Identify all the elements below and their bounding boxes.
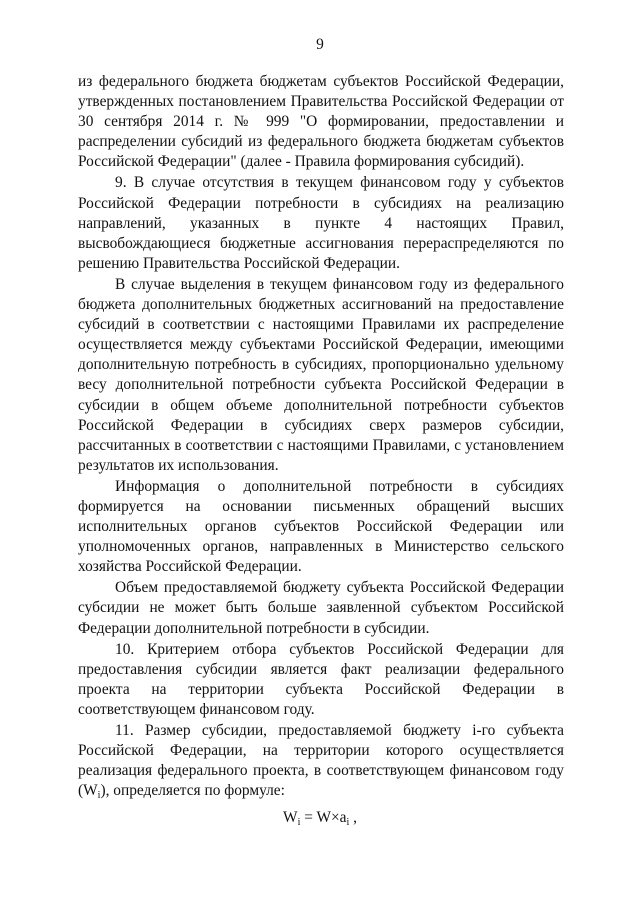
formula-lhs-subscript: i <box>297 817 301 828</box>
paragraph-item-11-text-before: 11. Размер субсидии, предоставляемой бюджету i-го субъекта Российской Федерации, на территории которого осуществляется реализация федерального проекта, в соответствующем финансовом году ( <box>78 722 564 800</box>
formula-middle: = W×a <box>300 809 347 826</box>
paragraph-need-information: Информация о дополнительной потребности в субсидиях формируется на основании письменных обращений высших исполнительных органов субъектов Российской Федерации или уполномоченных органов, направленных в Министерство сельского хозяйства Российской Федерации. <box>78 477 564 576</box>
paragraph-rules-reference: из федерального бюджета бюджетам субъектов Российской Федерации, утвержденных постановлением Правительства Российской Федерации от 30 сентября 2014 г. № 999 "О формировании, предоставлении и распределении субсидий из федерального бюджета бюджетам субъектов Российской Федерации" (далее - Правила формирования субсидий). <box>78 73 564 171</box>
paragraph-item-11 <box>78 721 564 806</box>
paragraph-subsidy-limit: Объем предоставляемой бюджету субъекта Российской Федерации субсидии не может быть больше заявленной субъектом Российской Федерации дополнительной потребности в субсидии. <box>78 579 564 637</box>
subsidy-formula <box>0 808 640 833</box>
variable-w-subscript: i <box>97 790 101 802</box>
formula-rhs-subscript: i <box>346 817 350 828</box>
paragraph-item-9: 9. В случае отсутствия в текущем финансовом году у субъектов Российской Федерации потребности в субсидиях на реализацию направлений, указанных в пункте 4 настоящих Правил, высвобождающиеся бюджетные ассигнования перераспределяются по решению Правительства Российской Федерации. <box>78 174 564 272</box>
formula-tail: , <box>349 809 357 826</box>
formula-lhs: W <box>283 809 298 826</box>
variable-w-main: W <box>83 782 98 800</box>
page-number: 9 <box>316 36 324 53</box>
paragraph-additional-allocations: В случае выделения в текущем финансовом году из федерального бюджета дополнительных бюджетных ассигнований на предоставление субсидий в соответствии с настоящими Правилами их распределение осуществляется между субъектами Российской Федерации, имеющими дополнительную потребность в субсидиях, пропорционально удельному весу дополнительной потребности субъекта Российской Федерации в субсидии в общем объеме дополнительной потребности субъектов Российской Федерации в субсидиях сверх размеров субсидии, рассчитанных в соответствии с настоящими Правилами, с установлением результатов их использования. <box>78 275 564 474</box>
paragraph-item-11-text-after: ), определяется по формуле: <box>100 782 285 800</box>
document-body <box>78 72 564 807</box>
paragraph-item-10: 10. Критерием отбора субъектов Российской Федерации для предоставления субсидии является факт реализации федерального проекта на территории субъекта Российской Федерации в соответствующем финансовом году. <box>78 640 564 718</box>
